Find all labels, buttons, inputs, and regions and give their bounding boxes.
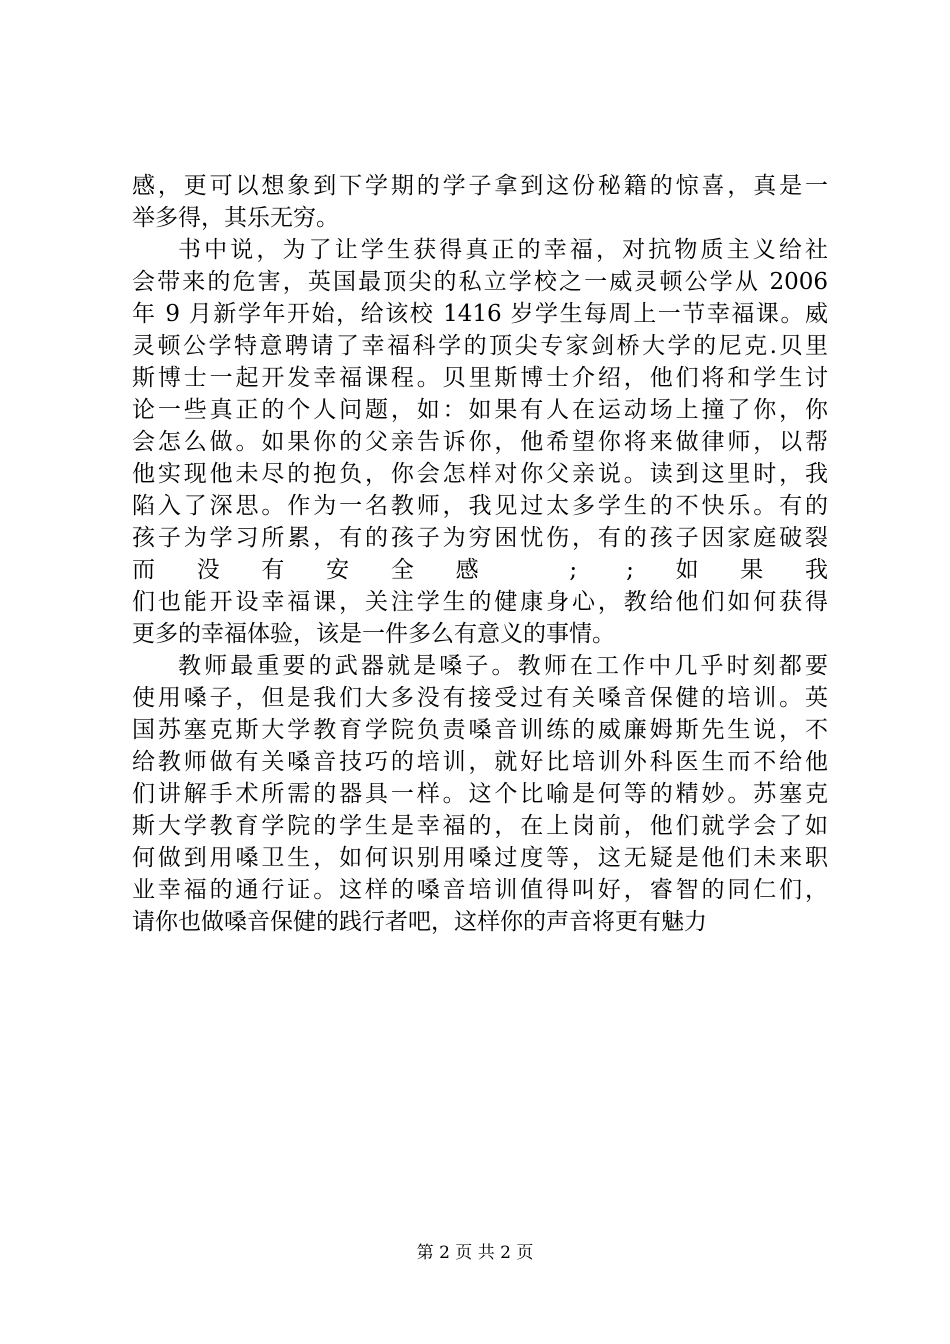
text-line: 国苏塞克斯大学教育学院负责嗓音训练的威廉姆斯先生说，不 bbox=[132, 717, 828, 743]
text-line: 们也能开设幸福课，关注学生的健康身心，教给他们如何获得 bbox=[132, 589, 828, 615]
text-line: 而没有安全感 ; ;如果我 bbox=[132, 557, 828, 583]
text-line: 书中说，为了让学生获得真正的幸福，对抗物质主义给社 bbox=[178, 237, 828, 263]
text-line: 举多得，其乐无穷。 bbox=[132, 205, 339, 231]
text-line: 何做到用嗓卫生，如何识别用嗓过度等，这无疑是他们未来职 bbox=[132, 845, 828, 871]
page-number-footer: 第 2 页 共 2 页 bbox=[416, 1243, 534, 1263]
text-line: 斯博士一起开发幸福课程。贝里斯博士介绍，他们将和学生讨 bbox=[132, 365, 828, 391]
text-line: 年 9 月新学年开始，给该校 1416 岁学生每周上一节幸福课。威 bbox=[132, 301, 828, 327]
text-line: 请你也做嗓音保健的践行者吧，这样你的声音将更有魅力 bbox=[132, 909, 707, 935]
text-line: 会带来的危害，英国最顶尖的私立学校之一威灵顿公学从 2006 bbox=[132, 269, 828, 295]
text-line: 感，更可以想象到下学期的学子拿到这份秘籍的惊喜，真是一 bbox=[132, 173, 828, 199]
text-line: 业幸福的通行证。这样的嗓音培训值得叫好，睿智的同仁们， bbox=[132, 877, 828, 903]
text-line: 更多的幸福体验，该是一件多么有意义的事情。 bbox=[132, 621, 615, 647]
text-line: 论一些真正的个人问题，如：如果有人在运动场上撞了你，你 bbox=[132, 397, 828, 423]
text-line: 斯大学教育学院的学生是幸福的，在上岗前，他们就学会了如 bbox=[132, 813, 828, 839]
text-line: 教师最重要的武器就是嗓子。教师在工作中几乎时刻都要 bbox=[178, 653, 828, 679]
text-line: 孩子为学习所累，有的孩子为穷困忧伤，有的孩子因家庭破裂 bbox=[132, 525, 828, 551]
text-line: 会怎么做。如果你的父亲告诉你，他希望你将来做律师，以帮 bbox=[132, 429, 828, 455]
text-line: 使用嗓子，但是我们大多没有接受过有关嗓音保健的培训。英 bbox=[132, 685, 828, 711]
text-line: 给教师做有关嗓音技巧的培训，就好比培训外科医生而不给他 bbox=[132, 749, 828, 775]
document-body bbox=[132, 170, 828, 938]
text-line: 陷入了深思。作为一名教师，我见过太多学生的不快乐。有的 bbox=[132, 493, 828, 519]
text-line: 们讲解手术所需的器具一样。这个比喻是何等的精妙。苏塞克 bbox=[132, 781, 828, 807]
text-line: 他实现他未尽的抱负，你会怎样对你父亲说。读到这里时，我 bbox=[132, 461, 828, 487]
text-line: 灵顿公学特意聘请了幸福科学的顶尖专家剑桥大学的尼克.贝里 bbox=[132, 333, 828, 359]
